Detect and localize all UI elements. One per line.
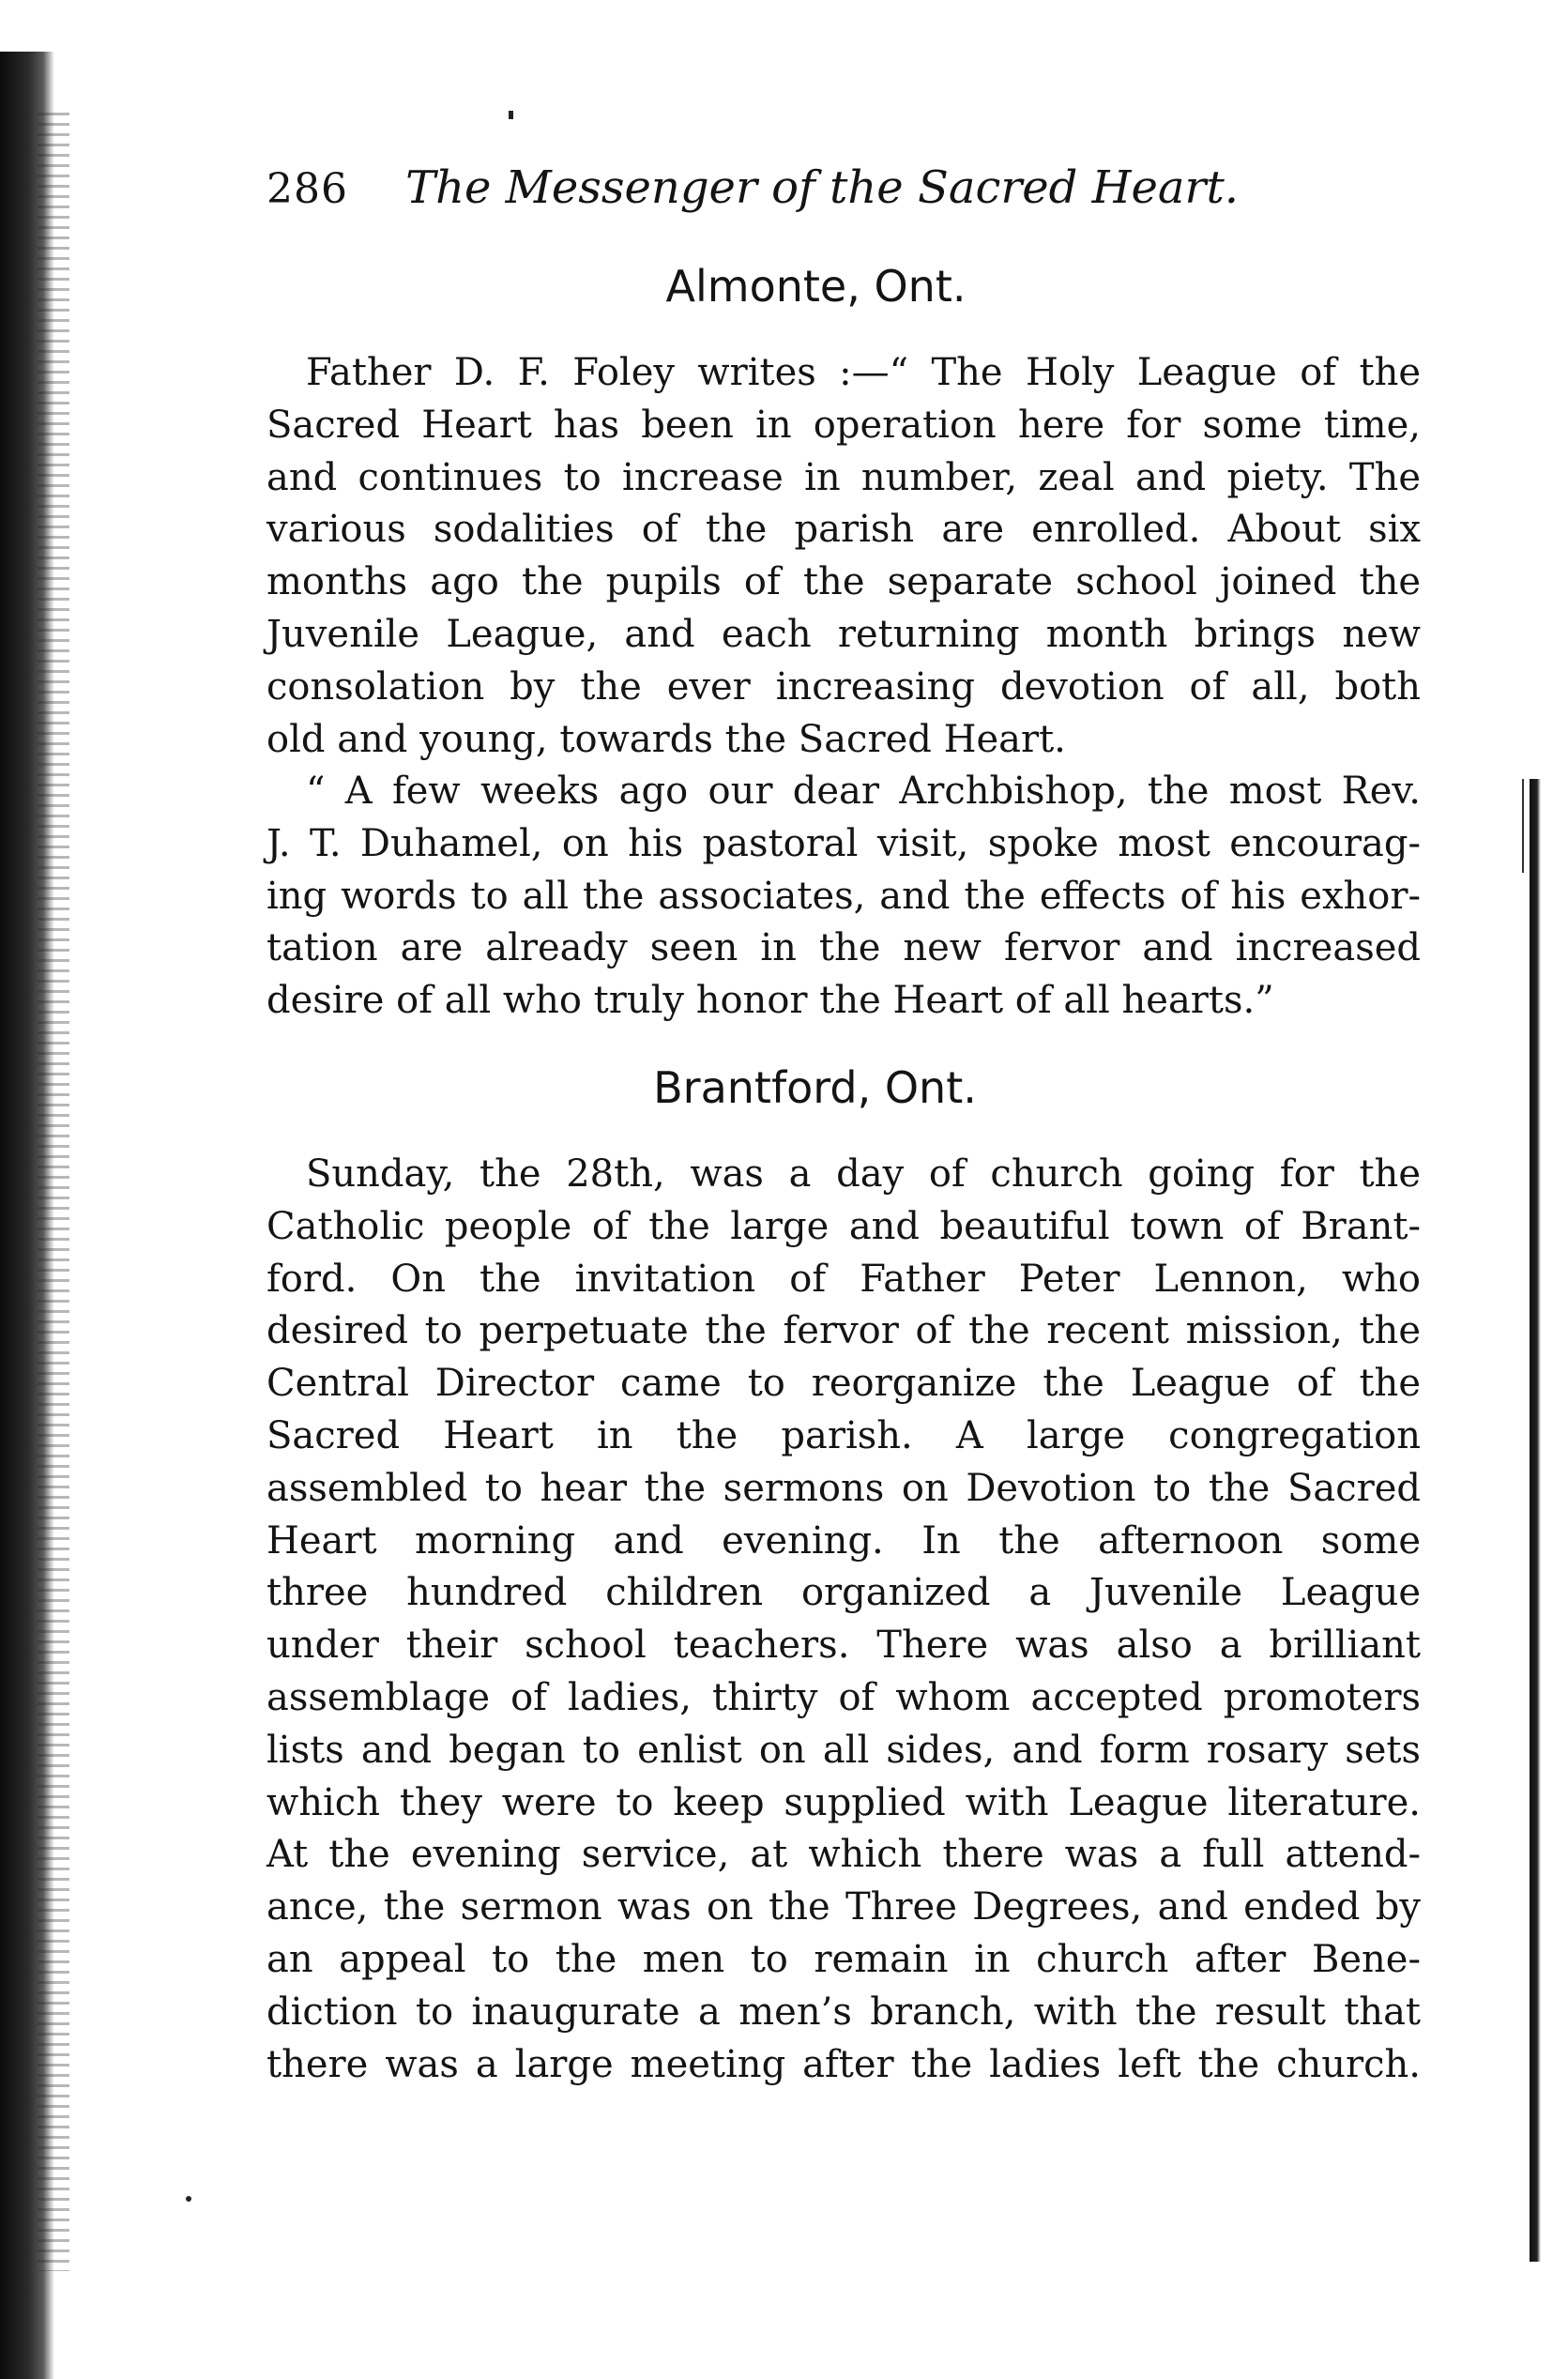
text-line: “ A few weeks ago our dear Archbishop, the most Rev.: [306, 770, 1421, 813]
text-line: Catholic people of the large and beautiful town of Brant-: [266, 1204, 1421, 1248]
paragraph-almonte-1: [266, 347, 1421, 766]
text-line: desire of all who truly honor the Heart of all hearts.”: [266, 979, 1274, 1023]
text-line: Sacred Heart has been in operation here for some time,: [266, 403, 1421, 447]
text-line: under their school teachers. There was also a brilliant: [266, 1624, 1421, 1668]
text-line: old and young, towards the Sacred Heart.: [266, 717, 1066, 761]
text-line: ance, the sermon was on the Three Degrees, and ended by: [266, 1885, 1421, 1929]
text-line: months ago the pupils of the separate school joined the: [266, 560, 1421, 604]
ink-mark-bottom: [186, 2196, 191, 2202]
text-line: ford. On the invitation of Father Peter Lennon, who: [266, 1257, 1421, 1301]
text-line: Sacred Heart in the parish. A large congregation: [266, 1413, 1421, 1457]
text-line: there was a large meeting after the ladies left the church.: [266, 2042, 1421, 2086]
text-line: Heart morning and evening. In the afternoon some: [266, 1518, 1421, 1563]
text-line: assembled to hear the sermons on Devotion to the Sacred: [266, 1466, 1421, 1510]
text-line: diction to inaugurate a men’s branch, with the result that: [266, 1990, 1421, 2034]
text-line: which they were to keep supplied with League literature.: [266, 1780, 1421, 1824]
text-line: an appeal to the men to remain in church after Bene-: [266, 1937, 1421, 1981]
binding-speckle: [38, 113, 69, 2271]
running-title: The Messenger of the Sacred Heart.: [405, 161, 1240, 214]
text-line: At the evening service, at which there was a full attend-: [266, 1833, 1421, 1877]
text-line: Central Director came to reorganize the League of the: [266, 1362, 1421, 1406]
text-line: desired to perpetuate the fervor of the recent mission, the: [266, 1309, 1421, 1353]
text-line: lists and began to enlist on all sides, and form rosary sets: [266, 1728, 1421, 1772]
section-heading-almonte: Almonte, Ont.: [665, 261, 967, 312]
running-head: [266, 161, 1393, 227]
text-line: Father D. F. Foley writes :—“ The Holy League of the: [306, 351, 1421, 394]
page-number: 286: [266, 165, 348, 213]
text-line: tation are already seen in the new fervor and increased: [266, 926, 1421, 970]
text-line: J. T. Duhamel, on his pastoral visit, spoke most encourag-: [266, 821, 1421, 865]
text-line: ing words to all the associates, and the effects of his exhor-: [266, 874, 1421, 918]
text-line: three hundred children organized a Juvenile League: [266, 1571, 1421, 1615]
section-heading-brantford: Brantford, Ont.: [653, 1062, 977, 1113]
paragraph-almonte-2: [266, 766, 1421, 1028]
right-edge-mark: [1522, 779, 1524, 873]
text-line: assemblage of ladies, thirty of whom accepted promoters: [266, 1675, 1421, 1719]
text-line: various sodalities of the parish are enrolled. About six: [266, 508, 1421, 552]
text-line: Sunday, the 28th, was a day of church going for the: [306, 1152, 1421, 1196]
text-line: consolation by the ever increasing devotion of all, both: [266, 664, 1421, 709]
paragraph-brantford-1: [266, 1149, 1421, 2091]
ink-mark-top: [509, 111, 513, 119]
right-edge-shadow: [1530, 779, 1541, 2262]
text-line: and continues to increase in number, zeal and piety. The: [266, 455, 1421, 499]
text-line: Juvenile League, and each returning month brings new: [266, 612, 1421, 656]
